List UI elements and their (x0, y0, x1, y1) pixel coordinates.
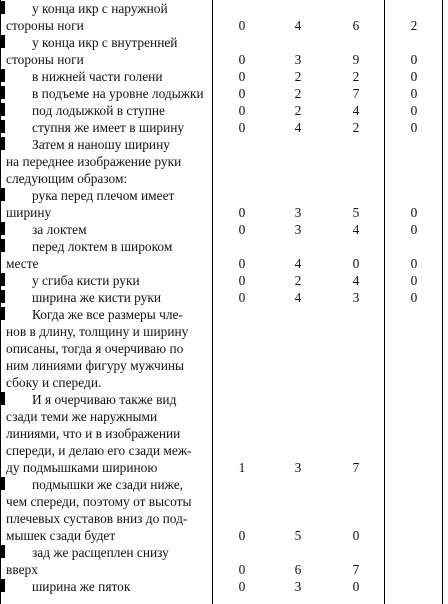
cell-c4: 0 (410, 290, 418, 305)
cell-c4: 0 (410, 86, 418, 101)
cell-c1: 0 (238, 579, 246, 594)
row-marker (0, 477, 5, 490)
row-text: чем спереди, поэтому от высоты (6, 494, 192, 509)
row-text: нов в длину, толщину и ширину (6, 324, 189, 339)
cell-c3: 3 (352, 290, 360, 305)
row-text: мышек сзади будет (6, 528, 116, 543)
cell-c3: 4 (352, 103, 360, 118)
table-row (0, 68, 448, 85)
cell-c2: 4 (294, 256, 302, 271)
row-text: Затем я наношу ширину (32, 137, 170, 152)
table-row (0, 493, 448, 510)
row-text: описаны, тогда я очерчиваю по (6, 341, 184, 356)
table-row (0, 34, 448, 51)
row-text: ширина же пяток (32, 579, 131, 594)
row-text: стороны ноги (6, 18, 84, 33)
row-marker (0, 103, 5, 116)
row-text: под лодыжкой в ступне (32, 103, 165, 118)
row-text: ширина же кисти руки (32, 290, 162, 305)
cell-c3: 9 (352, 52, 360, 67)
row-text: зад же расщеплен снизу (32, 545, 169, 560)
row-text: у сгиба кисти руки (32, 273, 140, 288)
cell-c1: 0 (238, 103, 246, 118)
row-text: ширину (6, 205, 52, 220)
table-row (0, 85, 448, 102)
row-text: у конца икр с внутренней (32, 35, 178, 50)
cell-c4: 0 (410, 205, 418, 220)
cell-c1: 0 (238, 120, 246, 135)
cell-c1: 0 (238, 18, 246, 33)
cell-c2: 3 (294, 579, 302, 594)
cell-c3: 0 (352, 528, 360, 543)
cell-c1: 0 (238, 256, 246, 271)
table-row (0, 136, 448, 153)
cell-c1: 0 (238, 273, 246, 288)
row-marker (0, 222, 5, 235)
table-row (0, 391, 448, 408)
row-text: линиями, что и в изображении (6, 426, 181, 441)
row-marker (0, 392, 5, 405)
table-row (0, 187, 448, 204)
cell-c1: 1 (238, 460, 246, 475)
cell-c2: 3 (294, 52, 302, 67)
cell-c3: 0 (352, 579, 360, 594)
table-row (0, 204, 448, 221)
table-row (0, 425, 448, 442)
table-row (0, 306, 448, 323)
row-marker (0, 86, 5, 99)
table-row (0, 476, 448, 493)
cell-c1: 0 (238, 52, 246, 67)
table-row (0, 323, 448, 340)
cell-c4: 0 (410, 256, 418, 271)
cell-c2: 4 (294, 18, 302, 33)
cell-c4: 0 (410, 222, 418, 237)
table-row (0, 510, 448, 527)
cell-c1: 0 (238, 290, 246, 305)
table-row (0, 357, 448, 374)
row-text: в нижней части голени (32, 69, 163, 84)
table-row (0, 459, 448, 476)
row-text: месте (6, 256, 39, 271)
cell-c4: 2 (410, 18, 418, 33)
table-row (0, 170, 448, 187)
cell-c3: 2 (352, 120, 360, 135)
table-row (0, 102, 448, 119)
cell-c2: 4 (294, 120, 302, 135)
cell-c4: 0 (410, 273, 418, 288)
row-marker (0, 188, 5, 201)
row-text: ступня же имеет в ширину (32, 120, 185, 135)
cell-c2: 2 (294, 69, 302, 84)
cell-c1: 0 (238, 562, 246, 577)
row-marker (0, 69, 5, 82)
cell-c1: 0 (238, 528, 246, 543)
table-row (0, 578, 448, 595)
table-row (0, 153, 448, 170)
cell-c4: 0 (410, 120, 418, 135)
table-row (0, 0, 448, 17)
row-text: ду подмышками шириною (6, 460, 158, 475)
row-marker (0, 290, 5, 303)
row-text: вверх (6, 562, 38, 577)
cell-c2: 3 (294, 222, 302, 237)
cell-c3: 5 (352, 205, 360, 220)
cell-c1: 0 (238, 69, 246, 84)
row-text: в подъеме на уровне лодыжки (32, 86, 204, 101)
table-row (0, 272, 448, 289)
row-text: стороны ноги (6, 52, 84, 67)
row-text: ним линиями фигуру мужчины (6, 358, 185, 373)
cell-c3: 4 (352, 222, 360, 237)
row-marker (0, 545, 5, 558)
cell-c2: 2 (294, 273, 302, 288)
table-row (0, 17, 448, 34)
cell-c2: 6 (294, 562, 302, 577)
row-text: плечевых суставов вниз до под- (6, 511, 188, 526)
row-text: спереди, и делаю его сзади меж- (6, 443, 192, 458)
row-text: подмышки же сзади ниже, (32, 477, 183, 492)
cell-c2: 3 (294, 460, 302, 475)
table-row (0, 442, 448, 459)
cell-c1: 0 (238, 205, 246, 220)
row-text: за локтем (32, 222, 87, 237)
row-marker (0, 239, 5, 252)
row-text: сзади теми же наружными (6, 409, 158, 424)
table-row (0, 289, 448, 306)
row-text: Когда же все размеры чле- (32, 307, 183, 322)
cell-c3: 6 (352, 18, 360, 33)
row-text: рука перед плечом имеет (32, 188, 175, 203)
cell-c1: 0 (238, 222, 246, 237)
cell-c4: 0 (410, 103, 418, 118)
table-row (0, 119, 448, 136)
row-text: сбоку и спереди. (6, 375, 102, 390)
cell-c3: 7 (352, 460, 360, 475)
cell-c3: 7 (352, 562, 360, 577)
table-row (0, 527, 448, 544)
table-row (0, 408, 448, 425)
row-marker (0, 307, 5, 320)
cell-c2: 2 (294, 103, 302, 118)
row-marker (0, 35, 5, 48)
row-text: И я очерчиваю также вид (32, 392, 177, 407)
row-marker (0, 137, 5, 150)
cell-c2: 3 (294, 205, 302, 220)
row-marker (0, 273, 5, 286)
row-text: следующим образом: (6, 171, 128, 186)
table-row (0, 221, 448, 238)
cell-c4: 0 (410, 52, 418, 67)
cell-c2: 4 (294, 290, 302, 305)
cell-c3: 7 (352, 86, 360, 101)
row-text: перед локтем в широком (32, 239, 173, 254)
cell-c3: 2 (352, 69, 360, 84)
cell-c3: 4 (352, 273, 360, 288)
table-row (0, 340, 448, 357)
table-row (0, 374, 448, 391)
table-row (0, 51, 448, 68)
row-text: у конца икр с наружной (32, 1, 168, 16)
cell-c2: 2 (294, 86, 302, 101)
row-marker (0, 120, 5, 133)
cell-c4: 0 (410, 69, 418, 84)
row-text: на переднее изображение руки (6, 154, 182, 169)
cell-c3: 0 (352, 256, 360, 271)
cell-c2: 5 (294, 528, 302, 543)
table-row (0, 255, 448, 272)
cell-c1: 0 (238, 86, 246, 101)
table-row (0, 238, 448, 255)
row-marker (0, 1, 5, 14)
row-marker (0, 579, 5, 592)
table-row (0, 561, 448, 578)
table-row (0, 544, 448, 561)
